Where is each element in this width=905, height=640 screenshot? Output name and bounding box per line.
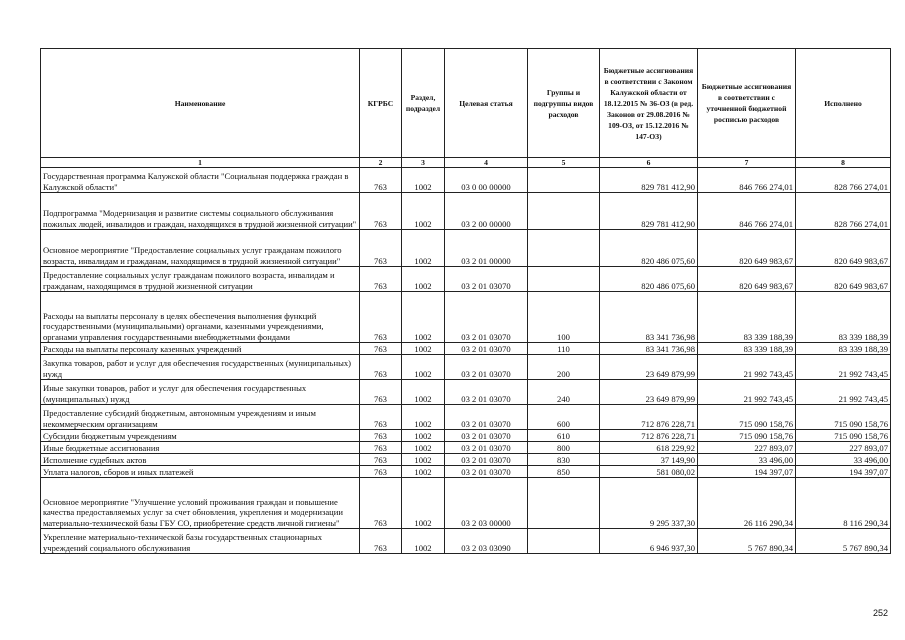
col-number: 2: [360, 158, 402, 168]
row-kgrbs: 763: [360, 267, 402, 292]
row-section: 1002: [402, 355, 445, 380]
row-group: [528, 168, 600, 193]
row-kgrbs: 763: [360, 454, 402, 466]
table-row: [41, 343, 891, 355]
table-row: [41, 380, 891, 405]
row-group: 850: [528, 466, 600, 478]
row-name: Подпрограмма "Модернизация и развитие системы социального обслуживания пожилых людей, инвалидов и граждан, находящихся в трудной жизненной ситуации": [41, 193, 360, 230]
header-executed: Исполнено: [796, 49, 891, 158]
row-budget-updated: 83 339 188,39: [698, 292, 796, 343]
row-executed: 8 116 290,34: [796, 478, 891, 529]
table-row: [41, 529, 891, 554]
row-section: 1002: [402, 292, 445, 343]
row-kgrbs: 763: [360, 478, 402, 529]
row-kgrbs: 763: [360, 405, 402, 430]
row-section: 1002: [402, 466, 445, 478]
row-section: 1002: [402, 230, 445, 267]
row-name: Укрепление материально-технической базы государственных стационарных учреждений социального обслуживания: [41, 529, 360, 554]
col-number: 6: [600, 158, 698, 168]
row-executed: 21 992 743,45: [796, 380, 891, 405]
row-budget-law: 37 149,90: [600, 454, 698, 466]
row-group: 800: [528, 442, 600, 454]
row-group: [528, 529, 600, 554]
row-name: Иные бюджетные ассигнования: [41, 442, 360, 454]
row-name: Иные закупки товаров, работ и услуг для обеспечения государственных (муниципальных) нужд: [41, 380, 360, 405]
row-budget-law: 820 486 075,60: [600, 230, 698, 267]
row-executed: 83 339 188,39: [796, 292, 891, 343]
row-budget-law: 23 649 879,99: [600, 380, 698, 405]
row-group: 610: [528, 430, 600, 442]
row-executed: 715 090 158,76: [796, 430, 891, 442]
row-budget-updated: 846 766 274,01: [698, 168, 796, 193]
column-numbers-row: [41, 158, 891, 168]
row-budget-updated: 194 397,07: [698, 466, 796, 478]
row-budget-law: 820 486 075,60: [600, 267, 698, 292]
row-budget-law: 618 229,92: [600, 442, 698, 454]
row-kgrbs: 763: [360, 430, 402, 442]
row-target: 03 2 01 03070: [445, 380, 528, 405]
row-budget-updated: 21 992 743,45: [698, 355, 796, 380]
row-budget-law: 712 876 228,71: [600, 405, 698, 430]
table-row: [41, 454, 891, 466]
row-section: 1002: [402, 380, 445, 405]
row-kgrbs: 763: [360, 343, 402, 355]
row-kgrbs: 763: [360, 529, 402, 554]
row-budget-updated: 21 992 743,45: [698, 380, 796, 405]
row-budget-law: 581 080,02: [600, 466, 698, 478]
row-name: Расходы на выплаты персоналу в целях обеспечения выполнения функций государственными (муниципальными) органами, казенными учреждениями, органами управления государственными внебюджетными фондами: [41, 292, 360, 343]
row-name: Предоставление социальных услуг гражданам пожилого возраста, инвалидам и гражданам, находящимся в трудной жизненной ситуации: [41, 267, 360, 292]
row-target: 03 0 00 00000: [445, 168, 528, 193]
page-number: 252: [872, 608, 888, 618]
table-header-row: [41, 49, 891, 158]
row-section: 1002: [402, 193, 445, 230]
col-number: 8: [796, 158, 891, 168]
row-kgrbs: 763: [360, 466, 402, 478]
row-name: Основное мероприятие "Улучшение условий проживания граждан и повышение качества предоставляемых услуг за счет обновления, укрепления и модернизации материально-технической базы ГБУ СО, приобретение средств личной гигиены": [41, 478, 360, 529]
row-budget-updated: 820 649 983,67: [698, 230, 796, 267]
header-groups: Группы и подгруппы видов расходов: [528, 49, 600, 158]
row-target: 03 2 01 03070: [445, 430, 528, 442]
row-section: 1002: [402, 430, 445, 442]
table-row: [41, 355, 891, 380]
row-section: 1002: [402, 405, 445, 430]
budget-table: [40, 48, 891, 554]
row-budget-updated: 715 090 158,76: [698, 405, 796, 430]
row-kgrbs: 763: [360, 442, 402, 454]
row-kgrbs: 763: [360, 292, 402, 343]
row-budget-law: 83 341 736,98: [600, 292, 698, 343]
row-target: 03 2 03 00000: [445, 478, 528, 529]
row-executed: 828 766 274,01: [796, 193, 891, 230]
row-name: Предоставление субсидий бюджетным, автономным учреждениям и иным некоммерческим организациям: [41, 405, 360, 430]
row-budget-law: 9 295 337,30: [600, 478, 698, 529]
row-executed: 33 496,00: [796, 454, 891, 466]
row-target: 03 2 01 03070: [445, 442, 528, 454]
row-executed: 227 893,07: [796, 442, 891, 454]
row-executed: 820 649 983,67: [796, 230, 891, 267]
row-group: 830: [528, 454, 600, 466]
row-budget-updated: 83 339 188,39: [698, 343, 796, 355]
row-executed: 828 766 274,01: [796, 168, 891, 193]
col-number: 1: [41, 158, 360, 168]
col-number: 3: [402, 158, 445, 168]
row-name: Закупка товаров, работ и услуг для обеспечения государственных (муниципальных) нужд: [41, 355, 360, 380]
row-executed: 5 767 890,34: [796, 529, 891, 554]
row-group: [528, 267, 600, 292]
row-section: 1002: [402, 343, 445, 355]
row-target: 03 2 01 03070: [445, 405, 528, 430]
table-row: [41, 193, 891, 230]
row-section: 1002: [402, 442, 445, 454]
col-number: 5: [528, 158, 600, 168]
header-target: Целевая статья: [445, 49, 528, 158]
row-group: 100: [528, 292, 600, 343]
table-row: [41, 442, 891, 454]
header-name: Наименование: [41, 49, 360, 158]
row-group: 240: [528, 380, 600, 405]
row-budget-law: 829 781 412,90: [600, 193, 698, 230]
row-kgrbs: 763: [360, 168, 402, 193]
row-budget-updated: 227 893,07: [698, 442, 796, 454]
row-group: 200: [528, 355, 600, 380]
row-target: 03 2 01 00000: [445, 230, 528, 267]
row-section: 1002: [402, 529, 445, 554]
row-group: [528, 193, 600, 230]
row-budget-law: 6 946 937,30: [600, 529, 698, 554]
row-name: Уплата налогов, сборов и иных платежей: [41, 466, 360, 478]
row-budget-law: 829 781 412,90: [600, 168, 698, 193]
row-target: 03 2 01 03070: [445, 343, 528, 355]
row-budget-updated: 846 766 274,01: [698, 193, 796, 230]
row-group: [528, 230, 600, 267]
row-executed: 21 992 743,45: [796, 355, 891, 380]
row-kgrbs: 763: [360, 193, 402, 230]
table-row: [41, 292, 891, 343]
row-section: 1002: [402, 454, 445, 466]
table-row: [41, 168, 891, 193]
row-budget-law: 712 876 228,71: [600, 430, 698, 442]
header-budget-law: Бюджетные ассигнования в соответствии с Законом Калужской области от 18.12.2015 № 36-ОЗ (в ред. Законов от 29.08.2016 № 109-ОЗ, от 15.12.2016 № 147-ОЗ): [600, 49, 698, 158]
row-budget-law: 83 341 736,98: [600, 343, 698, 355]
row-section: 1002: [402, 168, 445, 193]
col-number: 4: [445, 158, 528, 168]
row-kgrbs: 763: [360, 355, 402, 380]
row-name: Исполнение судебных актов: [41, 454, 360, 466]
col-number: 7: [698, 158, 796, 168]
row-executed: 83 339 188,39: [796, 343, 891, 355]
row-name: Расходы на выплаты персоналу казенных учреждений: [41, 343, 360, 355]
row-target: 03 2 01 03070: [445, 267, 528, 292]
row-budget-updated: 820 649 983,67: [698, 267, 796, 292]
header-kgrbs: КГРБС: [360, 49, 402, 158]
row-budget-updated: 715 090 158,76: [698, 430, 796, 442]
row-name: Государственная программа Калужской области "Социальная поддержка граждан в Калужской области": [41, 168, 360, 193]
table-row: [41, 478, 891, 529]
row-section: 1002: [402, 267, 445, 292]
table-row: [41, 267, 891, 292]
row-group: 600: [528, 405, 600, 430]
row-budget-updated: 5 767 890,34: [698, 529, 796, 554]
row-group: [528, 478, 600, 529]
row-budget-updated: 33 496,00: [698, 454, 796, 466]
table-row: [41, 430, 891, 442]
row-target: 03 2 01 03070: [445, 454, 528, 466]
row-executed: 715 090 158,76: [796, 405, 891, 430]
row-name: Субсидии бюджетным учреждениям: [41, 430, 360, 442]
row-target: 03 2 01 03070: [445, 466, 528, 478]
row-budget-updated: 26 116 290,34: [698, 478, 796, 529]
row-target: 03 2 01 03070: [445, 292, 528, 343]
row-section: 1002: [402, 478, 445, 529]
row-name: Основное мероприятие "Предоставление социальных услуг гражданам пожилого возраста, инвалидам и гражданам, находящимся в трудной жизненной ситуации": [41, 230, 360, 267]
row-target: 03 2 03 03090: [445, 529, 528, 554]
row-target: 03 2 01 03070: [445, 355, 528, 380]
header-section: Раздел, подраздел: [402, 49, 445, 158]
table-row: [41, 405, 891, 430]
row-kgrbs: 763: [360, 230, 402, 267]
row-executed: 194 397,07: [796, 466, 891, 478]
header-budget-updated: Бюджетные ассигнования в соответствии с уточненной бюджетной росписью расходов: [698, 49, 796, 158]
row-group: 110: [528, 343, 600, 355]
table-row: [41, 230, 891, 267]
row-target: 03 2 00 00000: [445, 193, 528, 230]
table-row: [41, 466, 891, 478]
row-kgrbs: 763: [360, 380, 402, 405]
row-executed: 820 649 983,67: [796, 267, 891, 292]
row-budget-law: 23 649 879,99: [600, 355, 698, 380]
